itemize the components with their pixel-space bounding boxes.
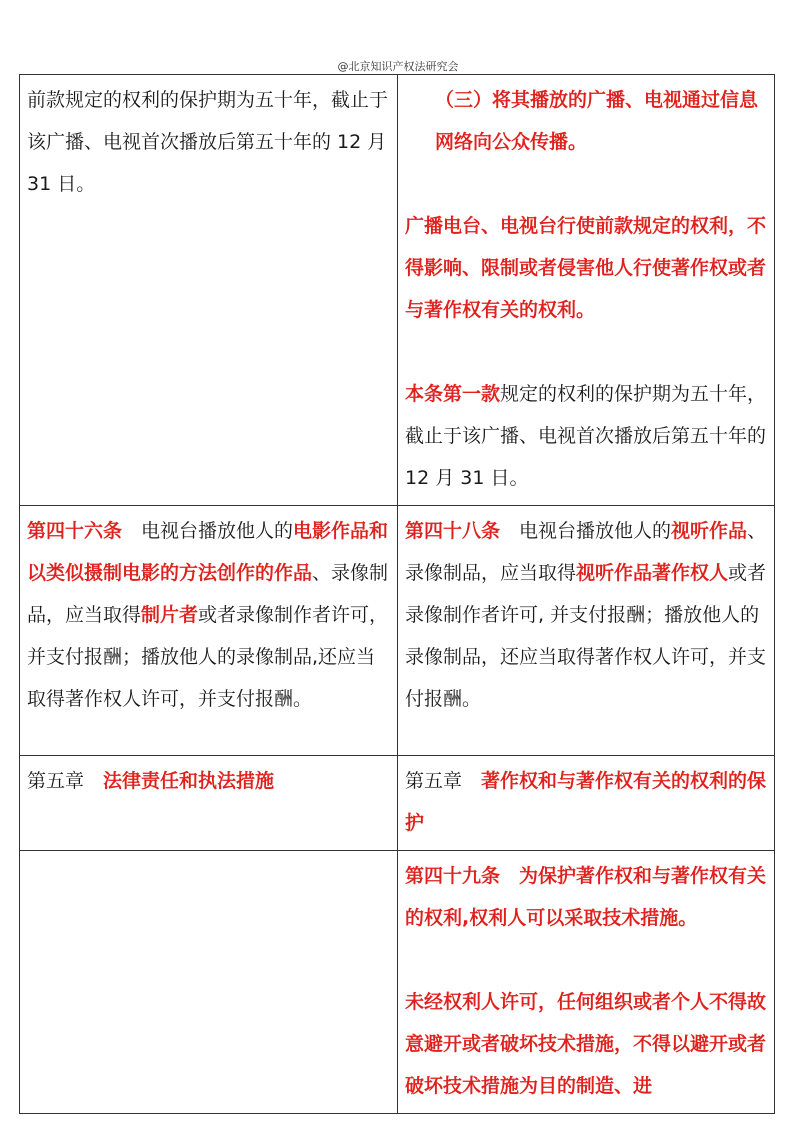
chapter-title: 著作权和与著作权有关的权利的保护 xyxy=(405,770,767,834)
paragraph xyxy=(405,373,768,499)
old-law-cell xyxy=(20,506,398,756)
chapter-number: 第五章 xyxy=(27,770,85,792)
paragraph: 前款规定的权利的保护期为五十年，截止于该广播、电视首次播放后第五十年的 12 月 31 日。 xyxy=(27,89,389,195)
old-law-cell xyxy=(20,75,398,506)
chapter-number: 第五章 xyxy=(405,770,463,792)
highlight-text: 视听作品著作权人 xyxy=(576,562,729,584)
new-law-cell xyxy=(398,75,775,506)
spacer xyxy=(405,163,768,205)
paragraph: 未经权利人许可，任何组织或者个人不得故意避开或者破坏技术措施，不得以避开或者破坏技术措施为目的制造、进 xyxy=(405,991,767,1097)
article-number: 第四十八条 xyxy=(405,520,501,542)
watermark: @北京知识产权法研究会 xyxy=(337,60,459,73)
article-number: 第四十六条 xyxy=(27,520,123,542)
old-law-cell xyxy=(20,756,398,851)
body-text: 规定的权利的保护期为五十年，截止于该广播、电视首次播放后第五十年的 12 月 31 日。 xyxy=(405,383,767,489)
body-text: 或者录像制作者许可，并支付报酬；播放他人的录像制品,还应当取得著作权人许可，并支付报酬。 xyxy=(27,604,389,710)
chapter-heading xyxy=(27,760,391,802)
table-row xyxy=(20,851,775,1114)
body-text: 或者录像制作者许可, 并支付报酬；播放他人的录像制品，还应当取得著作权人许可，并支付报酬。 xyxy=(405,562,767,710)
paragraph xyxy=(27,510,391,720)
chapter-title: 法律责任和执法措施 xyxy=(103,770,275,792)
table-row xyxy=(20,506,775,756)
body-text: 电视台播放他人的 xyxy=(141,520,294,542)
spacer xyxy=(405,331,768,373)
new-law-cell xyxy=(398,851,775,1114)
highlight-text: 本条第一款 xyxy=(405,383,501,405)
body-text xyxy=(84,770,103,792)
highlight-text: 制片者 xyxy=(141,604,199,626)
paragraph: 广播电台、电视台行使前款规定的权利，不得影响、限制或者侵害他人行使著作权或者与著作权有关的权利。 xyxy=(405,215,767,321)
comparison-table xyxy=(19,74,775,1114)
paragraph: 第四十九条 为保护著作权和与著作权有关的权利,权利人可以采取技术措施。 xyxy=(405,865,767,929)
body-text xyxy=(462,770,481,792)
paragraph: （三）将其播放的广播、电视通过信息网络向公众传播。 xyxy=(435,89,759,153)
paragraph xyxy=(405,510,768,720)
body-text: 、录像制品，应当取得 xyxy=(405,520,767,584)
highlight-text: 电影作品和以类似摄制电影的方法创作的作品 xyxy=(27,520,389,584)
new-law-cell xyxy=(398,756,775,851)
highlight-text: 视听作品 xyxy=(671,520,748,542)
spacer xyxy=(405,939,768,981)
new-law-cell xyxy=(398,506,775,756)
table-row xyxy=(20,75,775,506)
body-text xyxy=(500,520,519,542)
table-row xyxy=(20,756,775,851)
body-text: 电视台播放他人的 xyxy=(519,520,672,542)
chapter-heading xyxy=(405,760,768,844)
body-text xyxy=(122,520,141,542)
old-law-cell-empty xyxy=(20,851,398,1114)
body-text: 、录像制品，应当取得 xyxy=(27,562,389,626)
